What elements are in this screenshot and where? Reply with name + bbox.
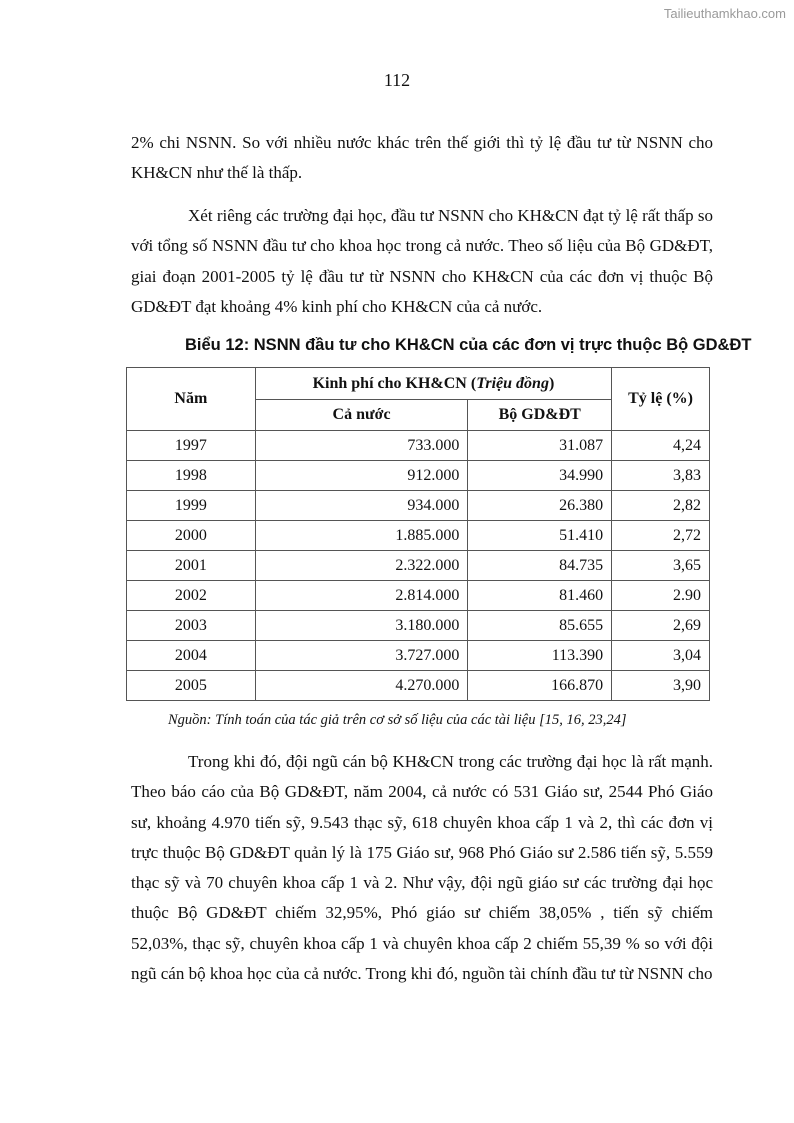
page-number: 112 — [383, 70, 411, 90]
header-ministry: Bộ GD&ĐT — [468, 400, 612, 431]
cell-national: 934.000 — [255, 491, 468, 521]
cell-national: 3.727.000 — [255, 641, 468, 671]
cell-year: 2005 — [127, 671, 256, 701]
cell-year: 1997 — [127, 431, 256, 461]
table-source-note: Nguồn: Tính toán của tác giả trên cơ sở số liệu của các tài liệu [15, 16, 23,24] — [168, 712, 627, 728]
watermark: Tailieuthamkhao.com — [663, 6, 786, 21]
table-body — [127, 431, 710, 701]
funding-table — [126, 367, 710, 701]
cell-ratio: 2,72 — [612, 521, 710, 551]
cell-ministry: 85.655 — [468, 611, 612, 641]
cell-ratio: 4,24 — [612, 431, 710, 461]
body-paragraph-2: Xét riêng các trường đại học, đầu tư NSNN cho KH&CN đạt tỷ lệ rất thấp so với tổng số NSNN đầu tư cho khoa học trong cả nước. Theo số liệu của Bộ GD&ĐT, giai đoạn 2001-2005 tỷ lệ đầu tư từ NSNN cho KH&CN của các đơn vị thuộc Bộ GD&ĐT đạt khoảng 4% kinh phí cho KH&CN của cả nước. — [131, 206, 713, 316]
table-row — [127, 611, 710, 641]
cell-ministry: 84.735 — [468, 551, 612, 581]
cell-national: 2.322.000 — [255, 551, 468, 581]
cell-ratio: 3,83 — [612, 461, 710, 491]
table-row — [127, 521, 710, 551]
cell-national: 3.180.000 — [255, 611, 468, 641]
header-funding-close: ) — [548, 374, 555, 392]
header-national: Cả nước — [255, 400, 468, 431]
header-funding-unit: Triệu đồng — [476, 374, 549, 392]
cell-national: 1.885.000 — [255, 521, 468, 551]
cell-ratio: 2.90 — [612, 581, 710, 611]
cell-ratio: 3,90 — [612, 671, 710, 701]
table-title: Biểu 12: NSNN đầu tư cho KH&CN của các đơn vị trực thuộc Bộ GD&ĐT — [185, 336, 752, 354]
cell-year: 1999 — [127, 491, 256, 521]
table-row — [127, 551, 710, 581]
header-funding-label: Kinh phí cho KH&CN ( — [312, 374, 477, 392]
table-row — [127, 461, 710, 491]
table-row — [127, 431, 710, 461]
cell-ministry: 81.460 — [468, 581, 612, 611]
cell-ministry: 34.990 — [468, 461, 612, 491]
cell-national: 2.814.000 — [255, 581, 468, 611]
cell-year: 2004 — [127, 641, 256, 671]
table-row — [127, 581, 710, 611]
cell-ratio: 2,69 — [612, 611, 710, 641]
cell-ministry: 51.410 — [468, 521, 612, 551]
cell-national: 4.270.000 — [255, 671, 468, 701]
table-row — [127, 641, 710, 671]
cell-ratio: 2,82 — [612, 491, 710, 521]
body-paragraph-3: Trong khi đó, đội ngũ cán bộ KH&CN trong các trường đại học là rất mạnh. Theo báo cáo của Bộ GD&ĐT, năm 2004, cả nước có 531 Giáo sư, 2544 Phó Giáo sư, khoảng 4.970 tiến sỹ, 9.543 thạc sỹ, 618 chuyên khoa cấp 1 và 2, thì các đơn vị trực thuộc Bộ GD&ĐT quản lý là 175 Giáo sư, 968 Phó Giáo sư 2.586 tiến sỹ, 5.559 thạc sỹ và 70 chuyên khoa cấp 1 và 2. Như vậy, đội ngũ giáo sư các trường đại học thuộc Bộ GD&ĐT chiếm 32,95%, Phó giáo sư chiếm 38,05% , tiến sỹ chiếm 52,03%, thạc sỹ, chuyên khoa cấp 1 và chuyên khoa cấp 2 chiếm 55,39 % so với đội ngũ cán bộ khoa học của cả nước. Trong khi đó, nguồn tài chính đầu tư từ NSNN cho — [131, 752, 713, 984]
cell-year: 1998 — [127, 461, 256, 491]
cell-year: 2000 — [127, 521, 256, 551]
table-row — [127, 671, 710, 701]
cell-ratio: 3,04 — [612, 641, 710, 671]
header-year: Năm — [127, 368, 256, 431]
cell-ratio: 3,65 — [612, 551, 710, 581]
table-row — [127, 491, 710, 521]
header-funding-group — [255, 368, 611, 400]
cell-ministry: 166.870 — [468, 671, 612, 701]
cell-ministry: 31.087 — [468, 431, 612, 461]
cell-year: 2002 — [127, 581, 256, 611]
header-ratio: Tỷ lệ (%) — [612, 368, 710, 431]
cell-national: 733.000 — [255, 431, 468, 461]
cell-year: 2003 — [127, 611, 256, 641]
cell-ministry: 113.390 — [468, 641, 612, 671]
cell-national: 912.000 — [255, 461, 468, 491]
cell-ministry: 26.380 — [468, 491, 612, 521]
body-paragraph-1: 2% chi NSNN. So với nhiều nước khác trên thế giới thì tỷ lệ đầu tư từ NSNN cho KH&CN như thế là thấp. — [131, 133, 713, 183]
cell-year: 2001 — [127, 551, 256, 581]
